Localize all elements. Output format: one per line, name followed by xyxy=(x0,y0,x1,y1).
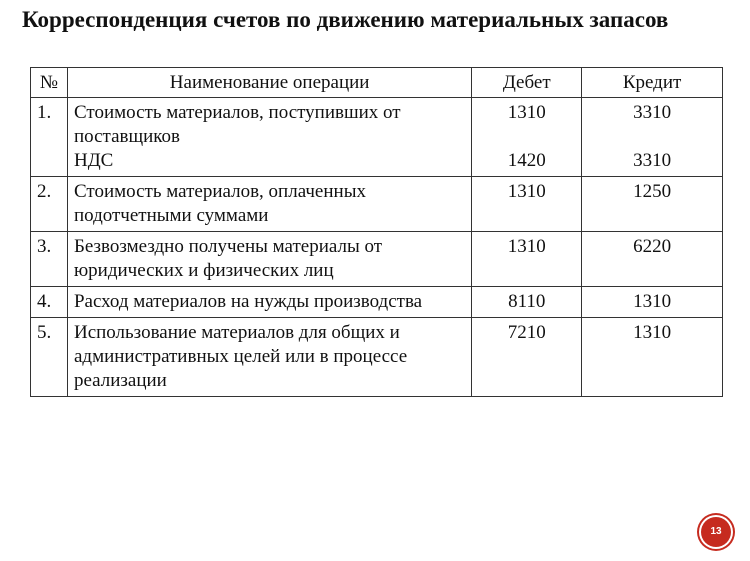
operation-name xyxy=(67,287,471,318)
operation-name-line: Стоимость материалов, поступивших от xyxy=(73,102,401,123)
page-title: Корреспонденция счетов по движению материальных запасов xyxy=(22,7,669,32)
operation-name-line: Расход материалов на нужды производства xyxy=(73,291,423,312)
debit-cell xyxy=(472,98,582,177)
debit-account: 1420 xyxy=(507,150,546,171)
header-operation-name: Наименование операции xyxy=(67,68,471,98)
debit-account: 1310 xyxy=(472,177,582,232)
operation-name xyxy=(67,318,471,397)
credit-cell xyxy=(582,98,723,177)
header-debit: Дебет xyxy=(472,68,582,98)
operation-name xyxy=(67,177,471,232)
header-number: № xyxy=(31,68,68,98)
table-header-row xyxy=(31,68,723,98)
operation-name-line: НДС xyxy=(73,150,114,171)
operation-name-line: подотчетными суммами xyxy=(73,205,269,226)
operation-name xyxy=(67,98,471,177)
table-row xyxy=(31,177,723,232)
debit-account: 1310 xyxy=(472,232,582,287)
credit-account: 1310 xyxy=(582,287,723,318)
operation-name-line: реализации xyxy=(73,370,167,391)
table-row xyxy=(31,232,723,287)
row-number: 3. xyxy=(31,232,68,287)
row-number: 1. xyxy=(31,98,68,177)
credit-account: 3310 xyxy=(633,150,672,171)
accounts-table xyxy=(30,67,723,397)
table-row xyxy=(31,318,723,397)
slide-number-badge: 13 xyxy=(701,517,731,547)
debit-account: 1310 xyxy=(507,102,546,123)
row-number: 4. xyxy=(31,287,68,318)
operation-name-line: юридических и физических лиц xyxy=(73,260,334,281)
row-number: 2. xyxy=(31,177,68,232)
credit-account: 1310 xyxy=(582,318,723,397)
header-credit: Кредит xyxy=(582,68,723,98)
row-number: 5. xyxy=(31,318,68,397)
operation-name-line: Использование материалов для общих и xyxy=(73,322,400,343)
operation-name-line: поставщиков xyxy=(73,126,181,147)
operation-name xyxy=(67,232,471,287)
operation-name-line: Безвозмездно получены материалы от xyxy=(73,236,383,257)
credit-account: 6220 xyxy=(582,232,723,287)
table-row xyxy=(31,98,723,177)
debit-account: 7210 xyxy=(472,318,582,397)
credit-account: 1250 xyxy=(582,177,723,232)
credit-account: 3310 xyxy=(633,102,672,123)
table-row xyxy=(31,287,723,318)
operation-name-line: административных целей или в процессе xyxy=(73,346,408,367)
operation-name-line: Стоимость материалов, оплаченных xyxy=(73,181,366,202)
debit-account: 8110 xyxy=(472,287,582,318)
